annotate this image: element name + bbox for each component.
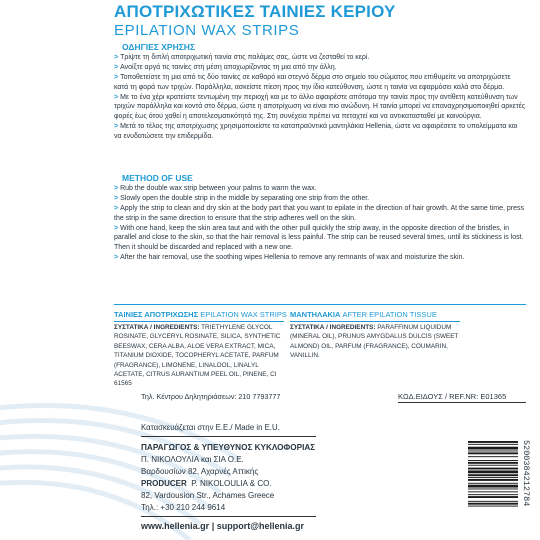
instruction-step: > Rub the double wax strip between your palms to warm the wax. [114, 185, 317, 192]
telephone: Τηλ.: +30 210 244 9614 [141, 503, 226, 512]
instruction-step: > Τοποθετείστε τη μια από τις δύο ταινίες σε καθαρό και στεγνό δέρμα στο σημείο του σώματος που επιθυμείτε να αποτριχώσετε κατά τη φορά των τριχών. Παράλληλα, ασκείστε πίεση προς την ίδια κατεύθυνση, ώστε η ταινία να εφαρμόσει καλά στο δέρμα. [114, 74, 511, 91]
instructions-english [114, 184, 526, 263]
instruction-step: > With one hand, keep the skin area taut and with the other pull quickly the strip away, in the opposite direction of the bristles, in parallel and close to the skin, so that the hair removal is less painful. The strip can be reused several times, until its stickiness is lost. Then it should be discarded and replaced with a new one. [114, 224, 524, 252]
website-link[interactable]: www.hellenia.gr [141, 521, 210, 531]
column-underline [114, 321, 284, 322]
email-link[interactable]: support@hellenia.gr [216, 521, 305, 531]
product-title-greek: ΑΠΟΤΡΙΧΩΤΙΚΕΣ ΤΑΙΝΙΕΣ ΚΕΡΙΟΥ [114, 2, 396, 21]
instruction-step: > After the hair removal, use the soothing wipes Hellenia to remove any remnants of wax and moisturize the skin. [114, 254, 465, 262]
barcode-bar [468, 491, 518, 492]
footer-rule [141, 436, 316, 437]
barcode-bar [468, 441, 518, 443]
barcode-bar [468, 485, 518, 488]
barcode-bar [468, 506, 518, 507]
address-english: 82, Vardousion Str., Achames Greece [141, 491, 275, 500]
contact-line [141, 521, 304, 531]
barcode-bar [468, 462, 518, 464]
barcode-bar [468, 447, 518, 450]
barcode-bar [468, 470, 518, 473]
barcode-bar [468, 468, 518, 470]
instruction-step: > Ανοίξτε αργά τις ταινίες στη μέση αποχωρίζοντας τη μια από την άλλη. [114, 64, 337, 72]
barcode-bar [468, 460, 518, 461]
instructions-greek-heading: ΟΔΗΓΙΕΣ ΧΡΗΣΗΣ [122, 42, 196, 52]
barcode-bar [468, 444, 518, 445]
contact-separator: | [211, 521, 215, 531]
address-greek: Βαρδουσίων 82, Αχαρνές Αττικής [141, 467, 259, 476]
column-underline [290, 321, 460, 322]
strips-ingredients-title: ΤΑΙΝΙΕΣ ΑΠΟΤΡΙΧΩΣΗΣ EPILATION WAX STRIPS [114, 310, 287, 319]
svg-text:5200384212784: 5200384212784 [521, 440, 531, 507]
barcode-number [521, 438, 533, 538]
made-in-eu: Κατασκευάζεται στην Ε.Ε./ Made in E.U. [141, 423, 280, 432]
section-divider [114, 304, 526, 305]
tissue-ingredients: ΣΥΣΤΑΤΙΚΑ / INGREDIENTS: PARAFFINUM LIQUIDUM (MINERAL OIL), PRUNUS AMYGDALUS DULCIS (SWEET ALMOND) OIL, PARFUM (FRAGRANCE), COUMARIN, VANILLIN. [290, 324, 459, 360]
instruction-step: > Με το ένα χέρι κρατείστε τεντωμένη την περιοχή και με το άλλο αφαιρέστε απότομα την ταινία προς την αντίθετη κατεύθυνση των τριχών παράλληλα και κοντά στο δέρμα, ώστε η αποτρίχωση να είναι πιο ανώδυνη. Η ταινία μπορεί να επαναχρησιμοποιηθεί αρκετές φορές έως ότου χαθεί η αποτελεσματικότητά της. Στη συνέχεια πρέπει να πεταχτεί και να αντικατασταθεί με καινούργια. [114, 93, 526, 121]
method-of-use-heading: METHOD OF USE [122, 173, 193, 183]
barcode-bar [468, 477, 518, 478]
barcode-bar [468, 494, 518, 495]
strips-ingredients: ΣΥΣΤΑΤΙΚΑ / INGREDIENTS: TRIETHYLENE GLYCOL ROSINATE, GLYCERYL ROSINATE, SILICA, SYNTHETIC BEESWAX, CERA ALBA, ALOE VERA EXTRACT, MICA, TITANIUM DIOXIDE, TOCOPHERYL ACETATE, PARFUM (FRAGRANCE), LIMONENE, LINALOOL, LINALYL ACETATE, CITRUS AURANTIUM PEEL OIL, PINENE, CI 61565 [114, 324, 281, 388]
producer-label: PRODUCER [141, 479, 187, 488]
barcode-bar [468, 503, 518, 505]
tissue-ingredients-title: ΜΑΝΤΗΛΑΚΙΑ AFTER EPILATION TISSUE [290, 310, 437, 319]
instruction-step: > Slowly open the double strip in the middle by separating one strip from the other. [114, 195, 370, 203]
poison-center-phone: Τηλ. Κέντρου Δηλητηριάσεων: 210 7793777 [141, 392, 281, 401]
footer-rule [141, 516, 316, 517]
barcode-bar [468, 479, 518, 481]
barcode-bar [468, 452, 518, 454]
reference-number: ΚΩΔ.ΕΙΔΟΥΣ / REF.NR: E01365 [398, 392, 507, 401]
barcode-bar [468, 501, 518, 502]
barcode [468, 440, 518, 536]
instruction-step: > Μετά το τέλος της αποτρίχωσης χρησιμοποιείστε τα καταπραϋντικά μαντηλάκια Hellenia, ώστε να αφαιρέσετε το υπολείμματα και να ενυδατώσετε την επιδερμίδα. [114, 123, 518, 140]
barcode-bar [468, 483, 518, 484]
barcode-bar [468, 489, 518, 490]
instruction-step: > Τρίψτε τη διπλή αποτριχωτική ταινία στις παλάμες σας, ώστε να ζεσταθεί το κερί. [114, 54, 370, 61]
company-greek: Π. ΝΙΚΟΛΟΥΛΙΑ και ΣΙΑ Ο.Ε. [141, 455, 244, 464]
barcode-bar [468, 496, 518, 498]
ref-underline [398, 402, 526, 403]
instructions-greek [114, 53, 526, 142]
product-title-english: EPILATION WAX STRIPS [114, 22, 300, 39]
barcode-bar [468, 456, 518, 457]
producer-heading: ΠΑΡΑΓΩΓΟΣ & ΥΠΕΥΘΥΝΟΣ ΚΥΚΛΟΦΟΡΙΑΣ [141, 443, 316, 452]
barcode-bar [468, 451, 518, 452]
barcode-bar [468, 474, 518, 476]
company-english: PRODUCER P. NIKOLOULIA & CO. [141, 479, 272, 488]
instruction-step: > Apply the strip to clean and dry skin at the body part that you want to epilate in the direction of hair growth. At the same time, press the strip in the same direction to ensure that the strip adheres well on the skin. [114, 205, 524, 222]
barcode-bar [468, 465, 518, 466]
